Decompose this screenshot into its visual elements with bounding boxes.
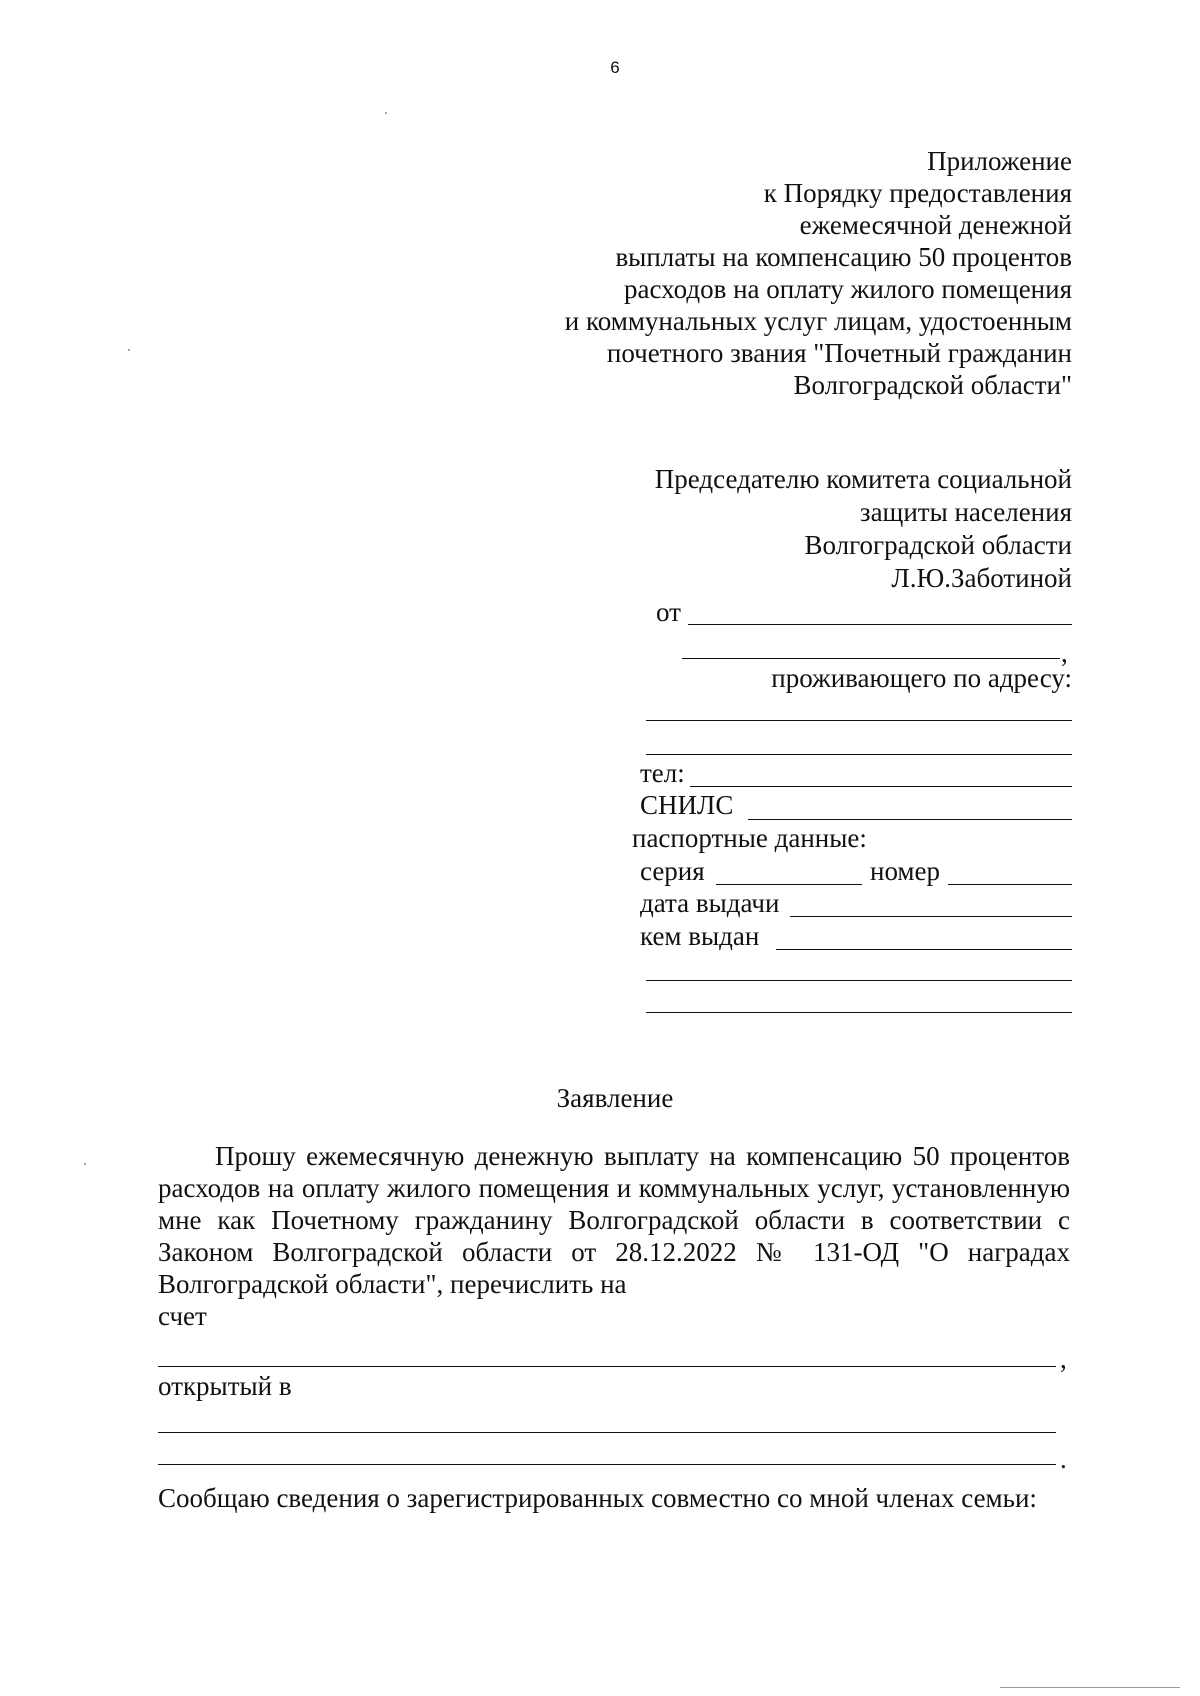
- appendix-line: к Порядку предоставления: [763, 178, 1072, 208]
- phone-label: тел:: [640, 758, 685, 788]
- bank-line-1[interactable]: [158, 1432, 1056, 1433]
- addressee-line: Л.Ю.Заботиной: [891, 563, 1072, 593]
- scan-edge-line: [1000, 1687, 1180, 1688]
- account-line[interactable]: [158, 1366, 1056, 1367]
- opened-in-label: открытый в: [158, 1371, 292, 1401]
- appendix-line: и коммунальных услуг лицам, удостоенным: [564, 306, 1072, 336]
- snils-label: СНИЛС: [640, 790, 734, 820]
- family-info-text: Сообщаю сведения о зарегистрированных совместно со мной членах семьи:: [158, 1483, 1037, 1513]
- issued-by-line-3[interactable]: [646, 1012, 1072, 1013]
- appendix-line: расходов на оплату жилого помещения: [624, 274, 1072, 304]
- comma-mark: ,: [1060, 1344, 1067, 1374]
- from-name-line[interactable]: [688, 624, 1072, 625]
- bank-line-2[interactable]: [158, 1464, 1056, 1465]
- appendix-line: Приложение: [927, 146, 1072, 176]
- comma-mark: ,: [1061, 638, 1068, 668]
- page-number: 6: [610, 58, 620, 77]
- addressee-block: [452, 463, 1072, 595]
- address-label: проживающего по адресу:: [771, 663, 1072, 693]
- number-label: номер: [870, 856, 941, 886]
- appendix-line: Волгоградской области": [793, 370, 1072, 400]
- from-label: от: [656, 597, 681, 627]
- period-mark: .: [1060, 1444, 1067, 1474]
- number-line[interactable]: [948, 884, 1072, 885]
- from-name-line-2[interactable]: [682, 658, 1060, 659]
- statement-paragraph: Прошу ежемесячную денежную выплату на компенсацию 50 процентов расходов на оплату жилого помещения и коммунальных услуг, установленную мне как Почетному гражданину Волгоградской области в соответствии с Законом Волгоградской области от 28.12.2022 № 131-ОД "О наградах Волгоградской области", перечислить на: [158, 1141, 1070, 1299]
- series-line[interactable]: [716, 884, 862, 885]
- issue-date-line[interactable]: [790, 916, 1072, 917]
- appendix-line: выплаты на компенсацию 50 процентов: [615, 242, 1072, 272]
- address-line-2[interactable]: [646, 754, 1072, 755]
- phone-line[interactable]: [690, 786, 1072, 787]
- scan-speck: [128, 349, 130, 351]
- issued-by-label: кем выдан: [640, 921, 760, 951]
- scan-speck: [385, 112, 387, 114]
- series-label: серия: [640, 856, 705, 886]
- account-label: счет: [158, 1301, 207, 1331]
- appendix-header: [452, 145, 1072, 401]
- appendix-line: ежемесячной денежной: [799, 210, 1072, 240]
- addressee-line: Председателю комитета социальной: [654, 464, 1072, 494]
- issued-by-line-2[interactable]: [646, 980, 1072, 981]
- issued-by-line-1[interactable]: [776, 949, 1072, 950]
- addressee-line: защиты населения: [859, 497, 1072, 527]
- snils-line[interactable]: [748, 819, 1072, 820]
- addressee-line: Волгоградской области: [804, 530, 1072, 560]
- appendix-line: почетного звания "Почетный гражданин: [606, 338, 1072, 368]
- statement-title: Заявление: [556, 1083, 674, 1113]
- address-line-1[interactable]: [646, 720, 1072, 721]
- issue-date-label: дата выдачи: [640, 888, 780, 918]
- passport-label: паспортные данные:: [632, 823, 867, 853]
- scan-speck: [84, 1163, 86, 1165]
